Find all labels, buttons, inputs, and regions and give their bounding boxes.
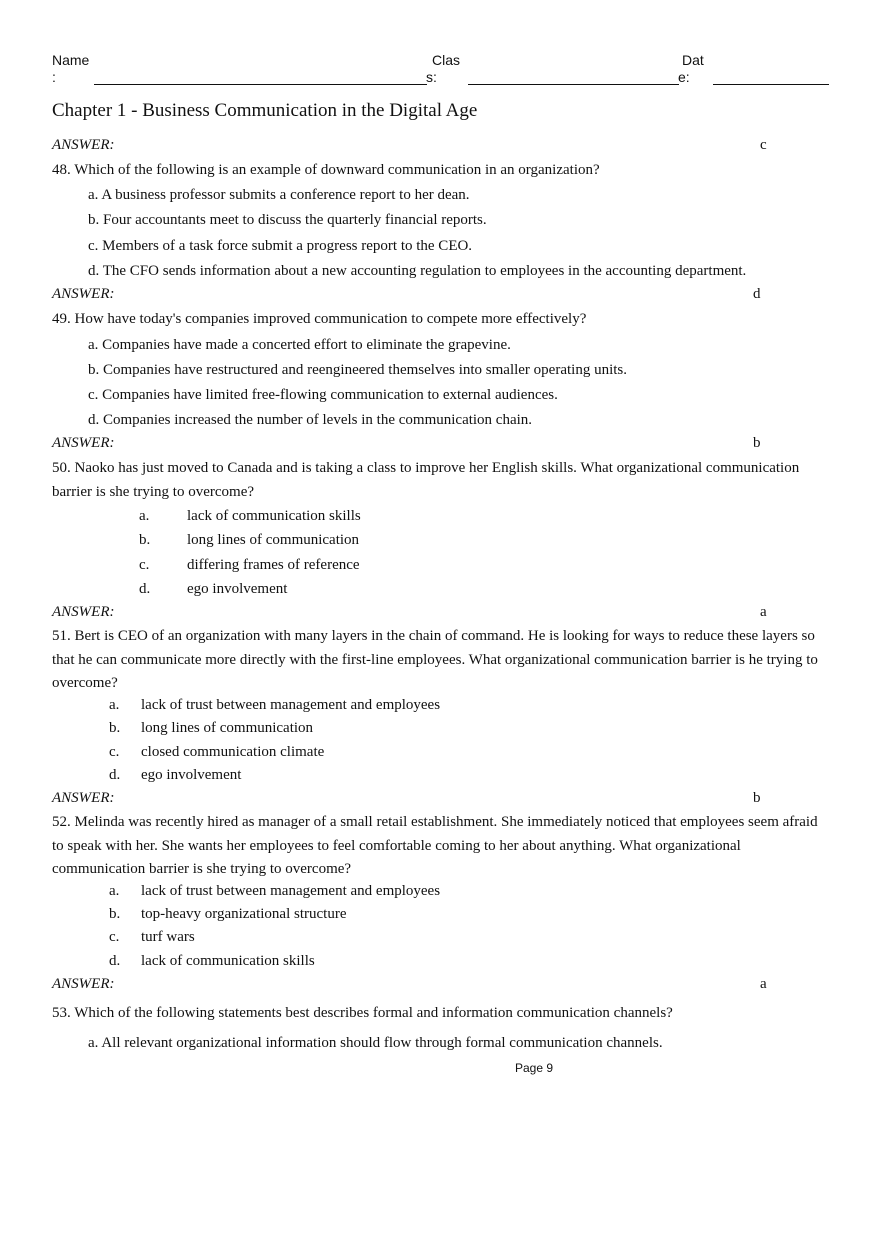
answer-value: d [753,286,761,302]
option-52-b: top-heavy organizational structure [141,906,347,922]
option-48-d: d. The CFO sends information about a new accounting regulation to employees in the accounting department. [88,263,747,279]
option-50-a: lack of communication skills [187,508,361,524]
question-50: 50. Naoko has just moved to Canada and is taking a class to improve her English skills. What organizational communication barrier is she trying to overcome? [52,460,800,500]
answer-label: ANSWER: [52,435,115,451]
option-48-c: c. Members of a task force submit a progress report to the CEO. [88,238,473,254]
answer-label: ANSWER: [52,137,115,153]
option-50-b: long lines of communication [187,532,360,548]
option-52-c-letter: c. [109,929,120,945]
question-48: 48. Which of the following is an example of downward communication in an organization? [52,162,600,178]
option-52-d-letter: d. [109,953,121,969]
option-52-a-letter: a. [109,883,120,899]
answer-value: a [760,976,767,992]
option-51-b: long lines of communication [141,720,314,736]
option-50-c: differing frames of reference [187,557,360,573]
name-label-colon: : [52,69,56,85]
option-51-a-letter: a. [109,697,120,713]
question-49: 49. How have today's companies improved communication to compete more effectively? [52,311,587,327]
page-number: Page 9 [515,1061,554,1075]
answer-label: ANSWER: [52,976,115,992]
date-field-line[interactable] [713,84,829,85]
answer-value: a [760,604,767,620]
option-49-b: b. Companies have restructured and reengineered themselves into smaller operating units. [88,362,627,378]
option-49-a: a. Companies have made a concerted effort to eliminate the grapevine. [88,337,511,353]
class-label: Clas [432,52,461,68]
option-50-d: ego involvement [187,581,288,597]
option-51-d-letter: d. [109,767,121,783]
option-50-d-letter: d. [139,581,151,597]
option-51-b-letter: b. [109,720,121,736]
option-48-a: a. A business professor submits a conference report to her dean. [88,187,470,203]
option-50-c-letter: c. [139,557,150,573]
option-52-c: turf wars [141,929,195,945]
option-51-c-letter: c. [109,744,120,760]
class-label-suffix: s: [426,69,437,85]
answer-label: ANSWER: [52,790,115,806]
option-51-a: lack of trust between management and employees [141,697,441,713]
option-50-b-letter: b. [139,532,151,548]
option-53-a: a. All relevant organizational information should flow through formal communication channels. [88,1035,663,1051]
answer-label: ANSWER: [52,604,115,620]
page-title: Chapter 1 - Business Communication in the Digital Age [52,100,478,121]
answer-label: ANSWER: [52,286,115,302]
option-52-a: lack of trust between management and employees [141,883,441,899]
option-48-b: b. Four accountants meet to discuss the quarterly financial reports. [88,212,487,228]
answer-value: b [753,790,761,806]
date-label: Dat [682,52,704,68]
name-label: Name [52,52,90,68]
name-field-line[interactable] [94,84,427,85]
option-49-c: c. Companies have limited free-flowing communication to external audiences. [88,387,558,403]
question-53: 53. Which of the following statements best describes formal and information communication channels? [52,1005,673,1021]
option-52-d: lack of communication skills [141,953,315,969]
question-52: 52. Melinda was recently hired as manager of a small retail establishment. She immediately noticed that employees seem afraid to speak with her. She wants her employees to feel comfortable coming to her about anything. What organizational communication barrier is she trying to overcome? [52,814,818,877]
class-field-line[interactable] [468,84,679,85]
option-50-a-letter: a. [139,508,150,524]
date-label-suffix: e: [678,69,690,85]
option-51-c: closed communication climate [141,744,325,760]
option-49-d: d. Companies increased the number of levels in the communication chain. [88,412,533,428]
question-51: 51. Bert is CEO of an organization with many layers in the chain of command. He is looking for ways to reduce these layers so that he can communicate more directly with the first-line employees. What organizational communication barrier is he trying to overcome? [52,628,818,691]
answer-value: b [753,435,761,451]
option-52-b-letter: b. [109,906,121,922]
option-51-d: ego involvement [141,767,242,783]
answer-value: c [760,137,767,153]
